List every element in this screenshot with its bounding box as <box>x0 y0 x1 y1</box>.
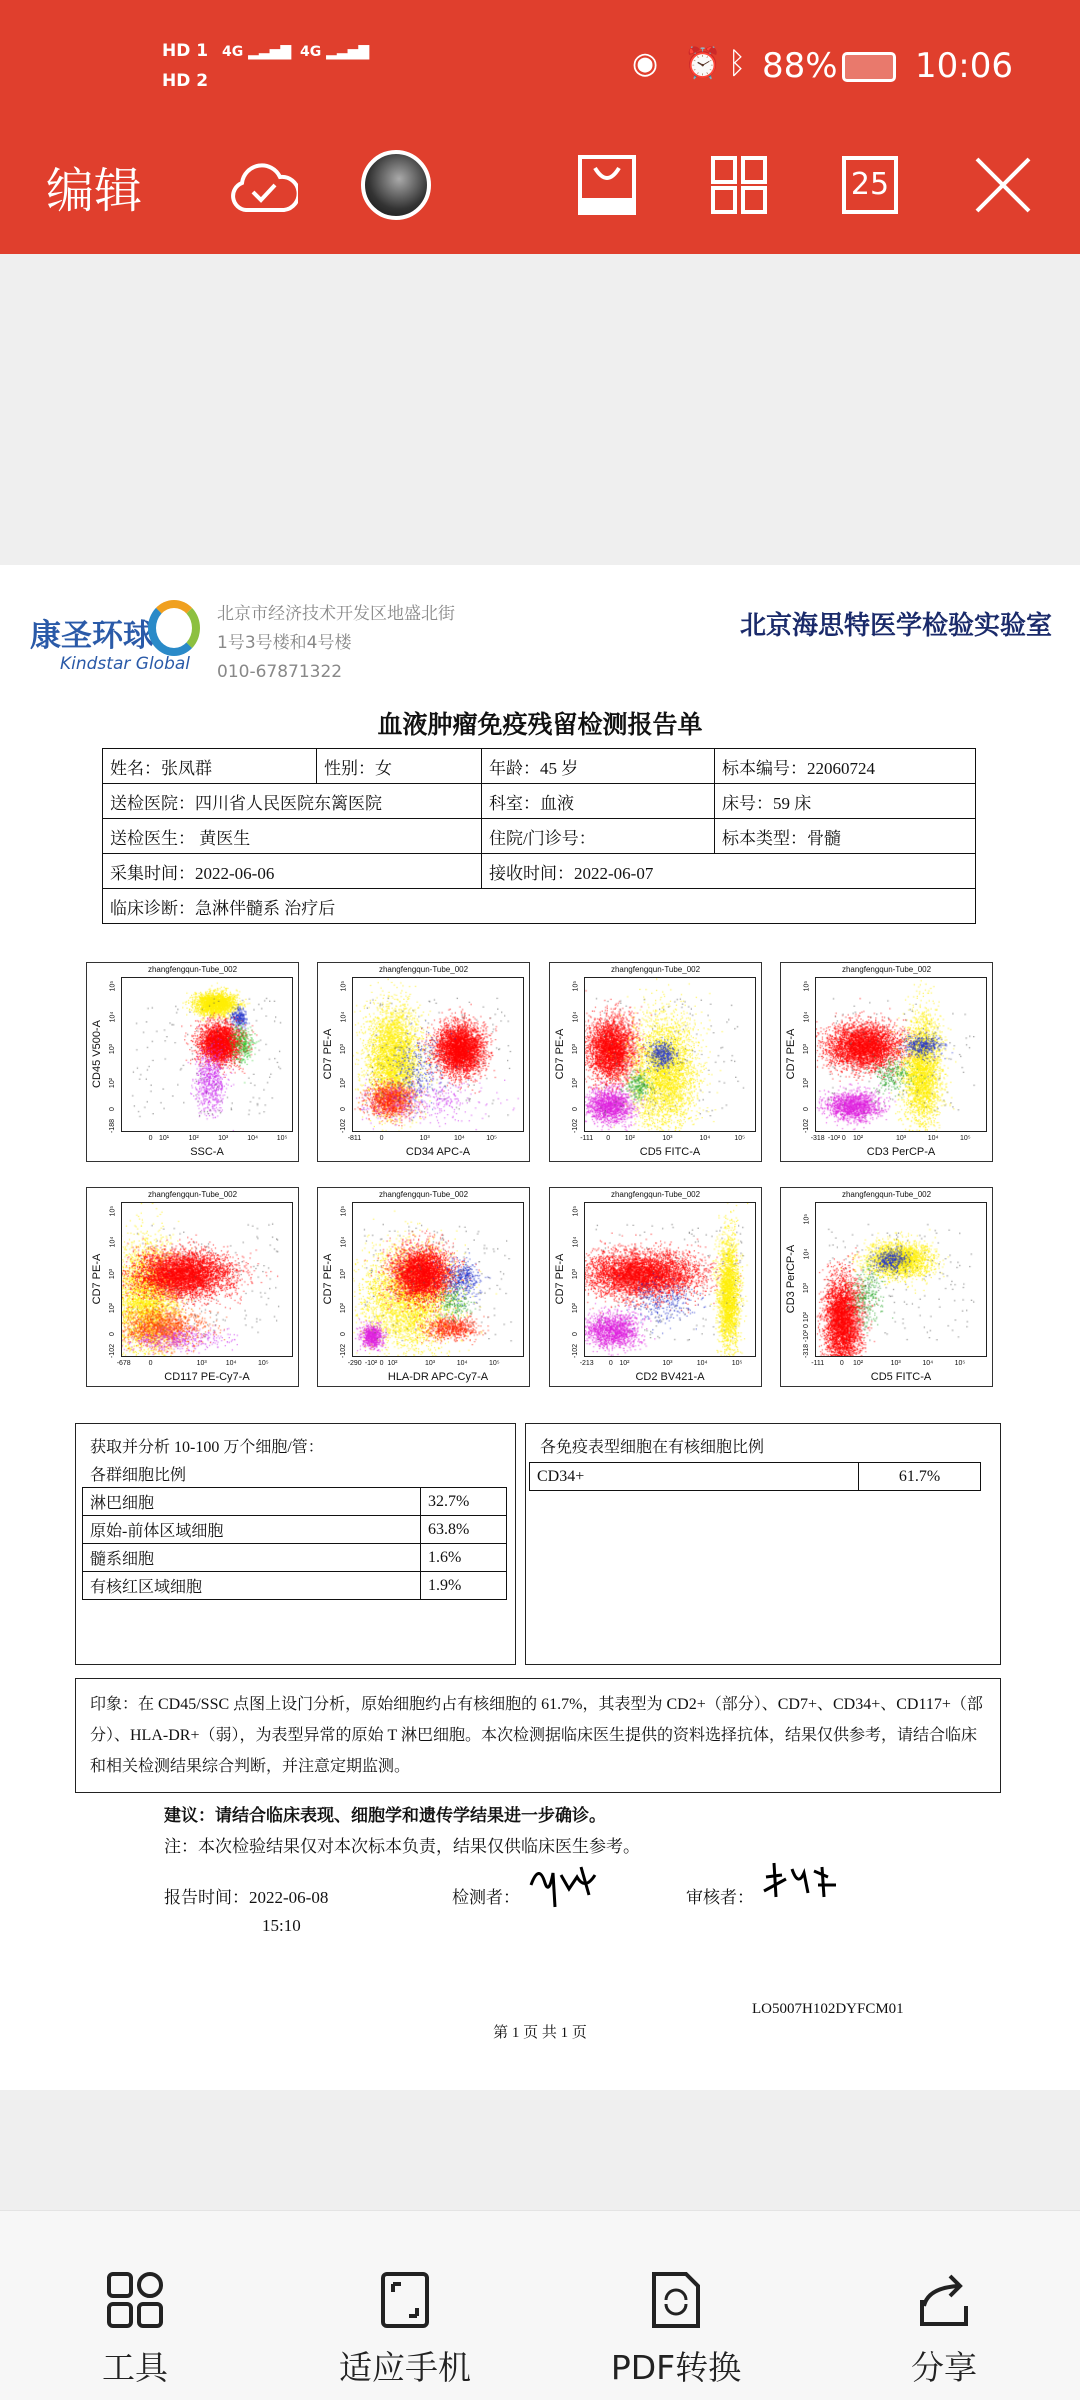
signal1-icon: 4G ▂▃▅▇ <box>222 44 292 60</box>
x-tick-label: 10² <box>853 1360 864 1367</box>
info-inpatient-no: 住院/门诊号： <box>482 819 715 854</box>
y-tick-label: 10² <box>572 1303 580 1314</box>
scatter-plot <box>549 1187 762 1387</box>
y-tick-label: 10² <box>572 1078 580 1089</box>
plot-title: zhangfengqun-Tube_002 <box>841 965 932 974</box>
y-tick-label: -102 <box>109 1344 117 1359</box>
x-tick-label: 10³ <box>419 1135 430 1142</box>
x-tick-label: 10⁴ <box>927 1135 939 1142</box>
x-tick-label: 10⁵ <box>734 1135 746 1142</box>
x-axis-label: CD117 PE-Cy7-A <box>164 1371 250 1383</box>
y-tick-label: 10⁴ <box>802 1011 810 1023</box>
y-axis-label: CD7 PE-A <box>322 1028 334 1080</box>
panel-line1: 获取并分析 10-100 万个细胞/管： <box>90 1439 324 1456</box>
scatter-points <box>352 977 524 1132</box>
x-axis-label: HLA-DR APC-Cy7-A <box>387 1371 489 1383</box>
logo-ring-icon <box>148 600 200 656</box>
y-tick-label: 0 <box>802 1324 810 1329</box>
x-axis-label: CD34 APC-A <box>405 1146 471 1158</box>
sim1-label: HD 1 <box>162 41 209 61</box>
scatter-plot <box>549 962 762 1162</box>
bluetooth-icon: ᛒ <box>728 46 746 81</box>
x-axis-label: CD5 FITC-A <box>639 1146 701 1158</box>
x-tick-label: 10⁵ <box>276 1135 288 1142</box>
panel-title: 各免疫表型细胞在有核细胞比例 <box>540 1439 765 1456</box>
x-tick-label: 10² <box>624 1135 635 1142</box>
y-tick-label: 10² <box>340 1303 348 1314</box>
sim-indicators <box>162 36 208 96</box>
x-tick-label: -213 <box>579 1360 594 1367</box>
info-name: 姓名：张凤群 <box>103 749 317 784</box>
x-tick-label: 10⁵ <box>731 1360 743 1367</box>
y-tick-label: 10⁴ <box>108 1011 116 1023</box>
clock: 10:06 <box>915 46 1013 86</box>
y-tick-label: 10² <box>340 1078 348 1089</box>
x-tick-label: -10² <box>827 1135 841 1142</box>
y-tick-label: 10⁵ <box>571 980 579 991</box>
x-tick-label: 10³ <box>896 1135 907 1142</box>
address-line: 北京市经济技术开发区地盛北街 <box>217 604 455 624</box>
scatter-plot <box>317 962 530 1162</box>
y-tick-label: 10⁴ <box>108 1236 116 1248</box>
panel-line2: 各群细胞比例 <box>90 1467 187 1484</box>
y-tick-label: 0 <box>571 1107 579 1111</box>
x-tick-label: 10² <box>853 1135 864 1142</box>
info-age: 年龄：45 岁 <box>482 749 715 784</box>
nav-tools[interactable] <box>35 2270 235 2389</box>
scatter-points <box>584 1202 756 1357</box>
report-time-clock: 15:10 <box>262 1916 301 1935</box>
close-icon[interactable] <box>968 150 1038 220</box>
plot-title: zhangfengqun-Tube_002 <box>147 1190 238 1199</box>
cell-population-panel <box>75 1423 516 1665</box>
x-tick-label: 10⁵ <box>488 1360 500 1367</box>
logo-name-en: Kindstar Global <box>60 654 190 674</box>
x-tick-label: 10⁴ <box>225 1360 237 1367</box>
x-tick-label: 10⁴ <box>699 1135 711 1142</box>
nav-fit-screen[interactable] <box>305 2270 505 2389</box>
scatter-plot <box>86 1187 299 1387</box>
address-line: 1号3号楼和4号楼 <box>217 633 352 653</box>
scatter-points <box>352 1202 524 1357</box>
info-sample-no: 标本编号：22060724 <box>715 749 976 784</box>
plot-title: zhangfengqun-Tube_002 <box>841 1190 932 1199</box>
y-tick-label: 10³ <box>572 1268 580 1279</box>
x-tick-label: 0 <box>148 1135 153 1142</box>
suggestion: 建议：请结合临床表现、细胞学和遗传学结果进一步确诊。 <box>164 1806 606 1825</box>
y-tick-label: 10⁵ <box>339 1205 347 1216</box>
population-table <box>82 1487 507 1600</box>
y-tick-label: 10³ <box>340 1043 348 1054</box>
y-tick-label: 10² <box>109 1303 117 1314</box>
x-tick-label: 10⁵ <box>954 1360 966 1367</box>
y-tick-label: 10⁴ <box>571 1011 579 1023</box>
reviewer-label: 审核者： <box>686 1888 754 1907</box>
y-tick-label: 10³ <box>803 1043 811 1054</box>
nav-label: PDF转换 <box>610 2348 742 2387</box>
y-axis-label: CD7 PE-A <box>91 1253 103 1305</box>
y-tick-label: 0 <box>108 1107 116 1111</box>
x-tick-label: 10² <box>619 1360 630 1367</box>
y-tick-label: 10³ <box>109 1268 117 1279</box>
x-tick-label: 10⁴ <box>922 1360 934 1367</box>
cloud-sync-icon[interactable] <box>228 150 298 220</box>
x-tick-label: 10³ <box>662 1360 673 1367</box>
population-value: 1.6% <box>421 1544 507 1572</box>
phenotype-row <box>530 1463 981 1491</box>
x-tick-label: 0 <box>379 1135 384 1142</box>
x-tick-label: 10⁵ <box>960 1135 971 1142</box>
lab-name: 北京海思特医学检验实验室 <box>740 611 1053 640</box>
scatter-plot <box>86 962 299 1162</box>
info-department: 科室：血液 <box>482 784 715 819</box>
y-axis-label: CD7 PE-A <box>322 1253 334 1305</box>
x-tick-label: 10³ <box>662 1135 673 1142</box>
y-tick-label: 10⁵ <box>571 1205 579 1216</box>
x-tick-label: 10⁴ <box>456 1360 468 1367</box>
y-axis-label: CD45 V500-A <box>91 1020 103 1088</box>
y-tick-label: 10⁵ <box>108 1205 116 1216</box>
scatter-plot <box>780 1187 993 1387</box>
scatter-points <box>121 977 293 1132</box>
population-row <box>83 1516 507 1544</box>
scatter-points <box>815 1202 987 1357</box>
share-icon <box>914 2270 974 2330</box>
patient-info-table <box>102 748 976 924</box>
fit-screen-icon <box>375 2270 435 2330</box>
y-tick-label: -102 <box>572 1344 580 1359</box>
plot-title: zhangfengqun-Tube_002 <box>610 1190 701 1199</box>
info-collect-time: 采集时间：2022-06-06 <box>103 854 482 889</box>
y-tick-label: 0 <box>339 1107 347 1111</box>
y-axis-label: CD7 PE-A <box>554 1028 566 1080</box>
impression-text: 印象：在 CD45/SSC 点图上设门分析，原始细胞约占有核细胞的 61.7%，其表型为 CD2+（部分）、CD7+、CD34+、CD117+（部分）、HLA-DR+（弱），为表型异常的原始 T 淋巴细胞。本次检测据临床医生提供的资料选择抗体，结果仅供参考，请结合临床和相关检测结果综合判断，并注意定期监测。 <box>90 1696 983 1775</box>
y-tick-label: 10⁵ <box>802 1213 810 1225</box>
network1-label: 4G <box>222 44 244 60</box>
signal2-icon: 4G ▂▃▅▇ <box>300 44 370 60</box>
pdf-convert-icon <box>646 2270 706 2330</box>
x-tick-label: 10⁵ <box>257 1360 269 1367</box>
y-axis-label: CD7 PE-A <box>554 1253 566 1305</box>
x-tick-label: 10² <box>188 1135 199 1142</box>
logo-name-cn: 康圣环球 <box>30 618 154 654</box>
y-tick-label: 10³ <box>109 1043 117 1054</box>
y-tick-label: 0 <box>802 1107 810 1111</box>
phone: 010-67871322 <box>217 662 343 682</box>
x-tick-label: 0 <box>841 1135 846 1142</box>
x-tick-label: 10³ <box>218 1135 229 1142</box>
x-tick-label: 10³ <box>196 1360 207 1367</box>
report-title: 血液肿瘤免疫残留检测报告单 <box>377 710 703 739</box>
immunophenotype-table <box>529 1462 981 1491</box>
address-block <box>217 600 455 687</box>
calendar-day: 25 <box>842 156 898 214</box>
pdf-page <box>0 565 1080 2090</box>
y-tick-label: 10³ <box>340 1268 348 1279</box>
population-value: 32.7% <box>421 1488 507 1516</box>
x-tick-label: 0 <box>608 1360 613 1367</box>
tester-signature <box>525 1855 605 1915</box>
page-info: 第 1 页 共 1 页 <box>493 2025 587 2041</box>
avatar[interactable] <box>361 150 431 220</box>
plot-title: zhangfengqun-Tube_002 <box>147 965 238 974</box>
app-header <box>0 0 1080 254</box>
x-tick-label: -318 <box>810 1135 825 1142</box>
x-tick-label: 10⁴ <box>696 1360 708 1367</box>
edit-button[interactable]: 编辑 <box>46 163 143 219</box>
phenotype-value: 61.7% <box>859 1463 981 1491</box>
population-label: 髓系细胞 <box>83 1544 421 1572</box>
x-axis-label: CD5 FITC-A <box>870 1371 932 1383</box>
x-tick-label: 10¹ <box>159 1135 170 1142</box>
plot-title: zhangfengqun-Tube_002 <box>378 1190 469 1199</box>
x-tick-label: 10³ <box>890 1360 901 1367</box>
x-tick-label: -111 <box>580 1135 594 1142</box>
population-label: 有核红区域细胞 <box>83 1572 421 1600</box>
network2-label: 4G <box>300 44 322 60</box>
x-tick-label: 0 <box>606 1135 611 1142</box>
y-axis-label: CD3 PerCP-A <box>785 1244 797 1314</box>
y-tick-label: 10⁴ <box>339 1011 347 1023</box>
y-tick-label: 0 <box>571 1332 579 1336</box>
y-tick-label: 10³ <box>803 1283 811 1294</box>
battery-icon <box>842 52 896 82</box>
y-tick-label: 10⁴ <box>571 1236 579 1248</box>
y-tick-label: -188 <box>109 1119 117 1134</box>
x-tick-label: 10² <box>387 1360 398 1367</box>
scatter-plot <box>780 962 993 1162</box>
kindstar-logo <box>30 592 210 682</box>
population-value: 63.8% <box>421 1516 507 1544</box>
population-row <box>83 1488 507 1516</box>
document-code: LO5007H102DYFCM01 <box>752 2001 904 2017</box>
y-tick-label: 10⁵ <box>339 980 347 991</box>
y-tick-label: -102 <box>340 1344 348 1359</box>
y-tick-label: 10⁵ <box>108 980 116 991</box>
scatter-points <box>121 1202 293 1357</box>
info-doctor: 送检医生： 黄医生 <box>103 819 482 854</box>
y-tick-label: 10⁵ <box>802 980 810 991</box>
alarm-icon: ⏰ <box>684 46 722 81</box>
x-tick-label: 10⁴ <box>454 1135 465 1142</box>
x-tick-label: -678 <box>116 1360 131 1367</box>
y-tick-label: -102 <box>572 1119 580 1134</box>
nav-label: 适应手机 <box>339 2348 471 2387</box>
calendar-icon[interactable] <box>835 150 905 220</box>
plot-title: zhangfengqun-Tube_002 <box>378 965 469 974</box>
immunophenotype-panel <box>525 1423 1001 1665</box>
scatter-points <box>584 977 756 1132</box>
x-axis-label: CD2 BV421-A <box>635 1371 705 1383</box>
sim2-label: HD 2 <box>162 71 209 91</box>
y-tick-label: 10² <box>109 1078 117 1089</box>
population-label: 原始-前体区域细胞 <box>83 1516 421 1544</box>
x-tick-label: -811 <box>347 1135 362 1142</box>
population-row <box>83 1572 507 1600</box>
reviewer-signature <box>762 1857 842 1907</box>
x-tick-label: -290 <box>347 1360 362 1367</box>
x-tick-label: -10² <box>364 1360 378 1367</box>
battery-percent: 88% <box>762 46 838 86</box>
y-tick-label: 10² <box>803 1312 811 1323</box>
info-hospital: 送检医院：四川省人民医院东篱医院 <box>103 784 482 819</box>
info-receive-time: 接收时间：2022-06-07 <box>482 854 976 889</box>
phenotype-label: CD34+ <box>530 1463 859 1491</box>
nav-label: 分享 <box>911 2348 977 2387</box>
grid-icon[interactable] <box>704 150 774 220</box>
note: 注：本次检验结果仅对本次标本负责，结果仅供临床医生参考。 <box>164 1837 640 1856</box>
x-tick-label: 10⁴ <box>247 1135 258 1142</box>
population-label: 淋巴细胞 <box>83 1488 421 1516</box>
x-axis-label: SSC-A <box>190 1146 224 1158</box>
info-gender: 性别：女 <box>317 749 482 784</box>
report-time: 报告时间：2022-06-08 <box>164 1888 329 1907</box>
tester-label: 检测者： <box>452 1888 520 1907</box>
x-tick-label: 10³ <box>424 1360 436 1367</box>
population-value: 1.9% <box>421 1572 507 1600</box>
scatter-points <box>815 977 987 1132</box>
impression-box <box>75 1678 1001 1793</box>
nav-label: 工具 <box>102 2348 168 2387</box>
x-tick-label: 0 <box>379 1360 384 1367</box>
shop-icon[interactable] <box>572 150 642 220</box>
y-tick-label: 10⁴ <box>802 1248 810 1260</box>
info-diagnosis: 临床诊断：急淋伴髓系 治疗后 <box>103 889 976 924</box>
nav-share[interactable] <box>844 2270 1044 2389</box>
nav-pdf-convert[interactable] <box>576 2270 776 2389</box>
eye-icon: ◉ <box>632 46 659 81</box>
y-tick-label: -318 <box>803 1344 811 1359</box>
x-tick-label: 0 <box>148 1360 153 1367</box>
x-tick-label: 0 <box>839 1360 844 1367</box>
info-sample-type: 标本类型：骨髓 <box>715 819 976 854</box>
y-tick-label: -102 <box>340 1119 348 1134</box>
x-tick-label: -111 <box>811 1360 825 1367</box>
y-tick-label: 0 <box>108 1332 116 1336</box>
y-tick-label: 10³ <box>572 1043 580 1054</box>
y-tick-label: 10⁴ <box>339 1236 347 1248</box>
x-axis-label: CD3 PerCP-A <box>866 1146 936 1158</box>
y-tick-label: -102 <box>803 1119 811 1134</box>
x-tick-label: 10⁵ <box>486 1135 497 1142</box>
y-tick-label: 0 <box>339 1332 347 1336</box>
population-row <box>83 1544 507 1572</box>
y-tick-label: 10² <box>803 1078 811 1089</box>
y-axis-label: CD7 PE-A <box>785 1028 797 1080</box>
plot-title: zhangfengqun-Tube_002 <box>610 965 701 974</box>
y-tick-label: -10² <box>803 1330 811 1343</box>
tools-icon <box>105 2270 165 2330</box>
scatter-plot <box>317 1187 530 1387</box>
info-bed: 床号：59 床 <box>715 784 976 819</box>
